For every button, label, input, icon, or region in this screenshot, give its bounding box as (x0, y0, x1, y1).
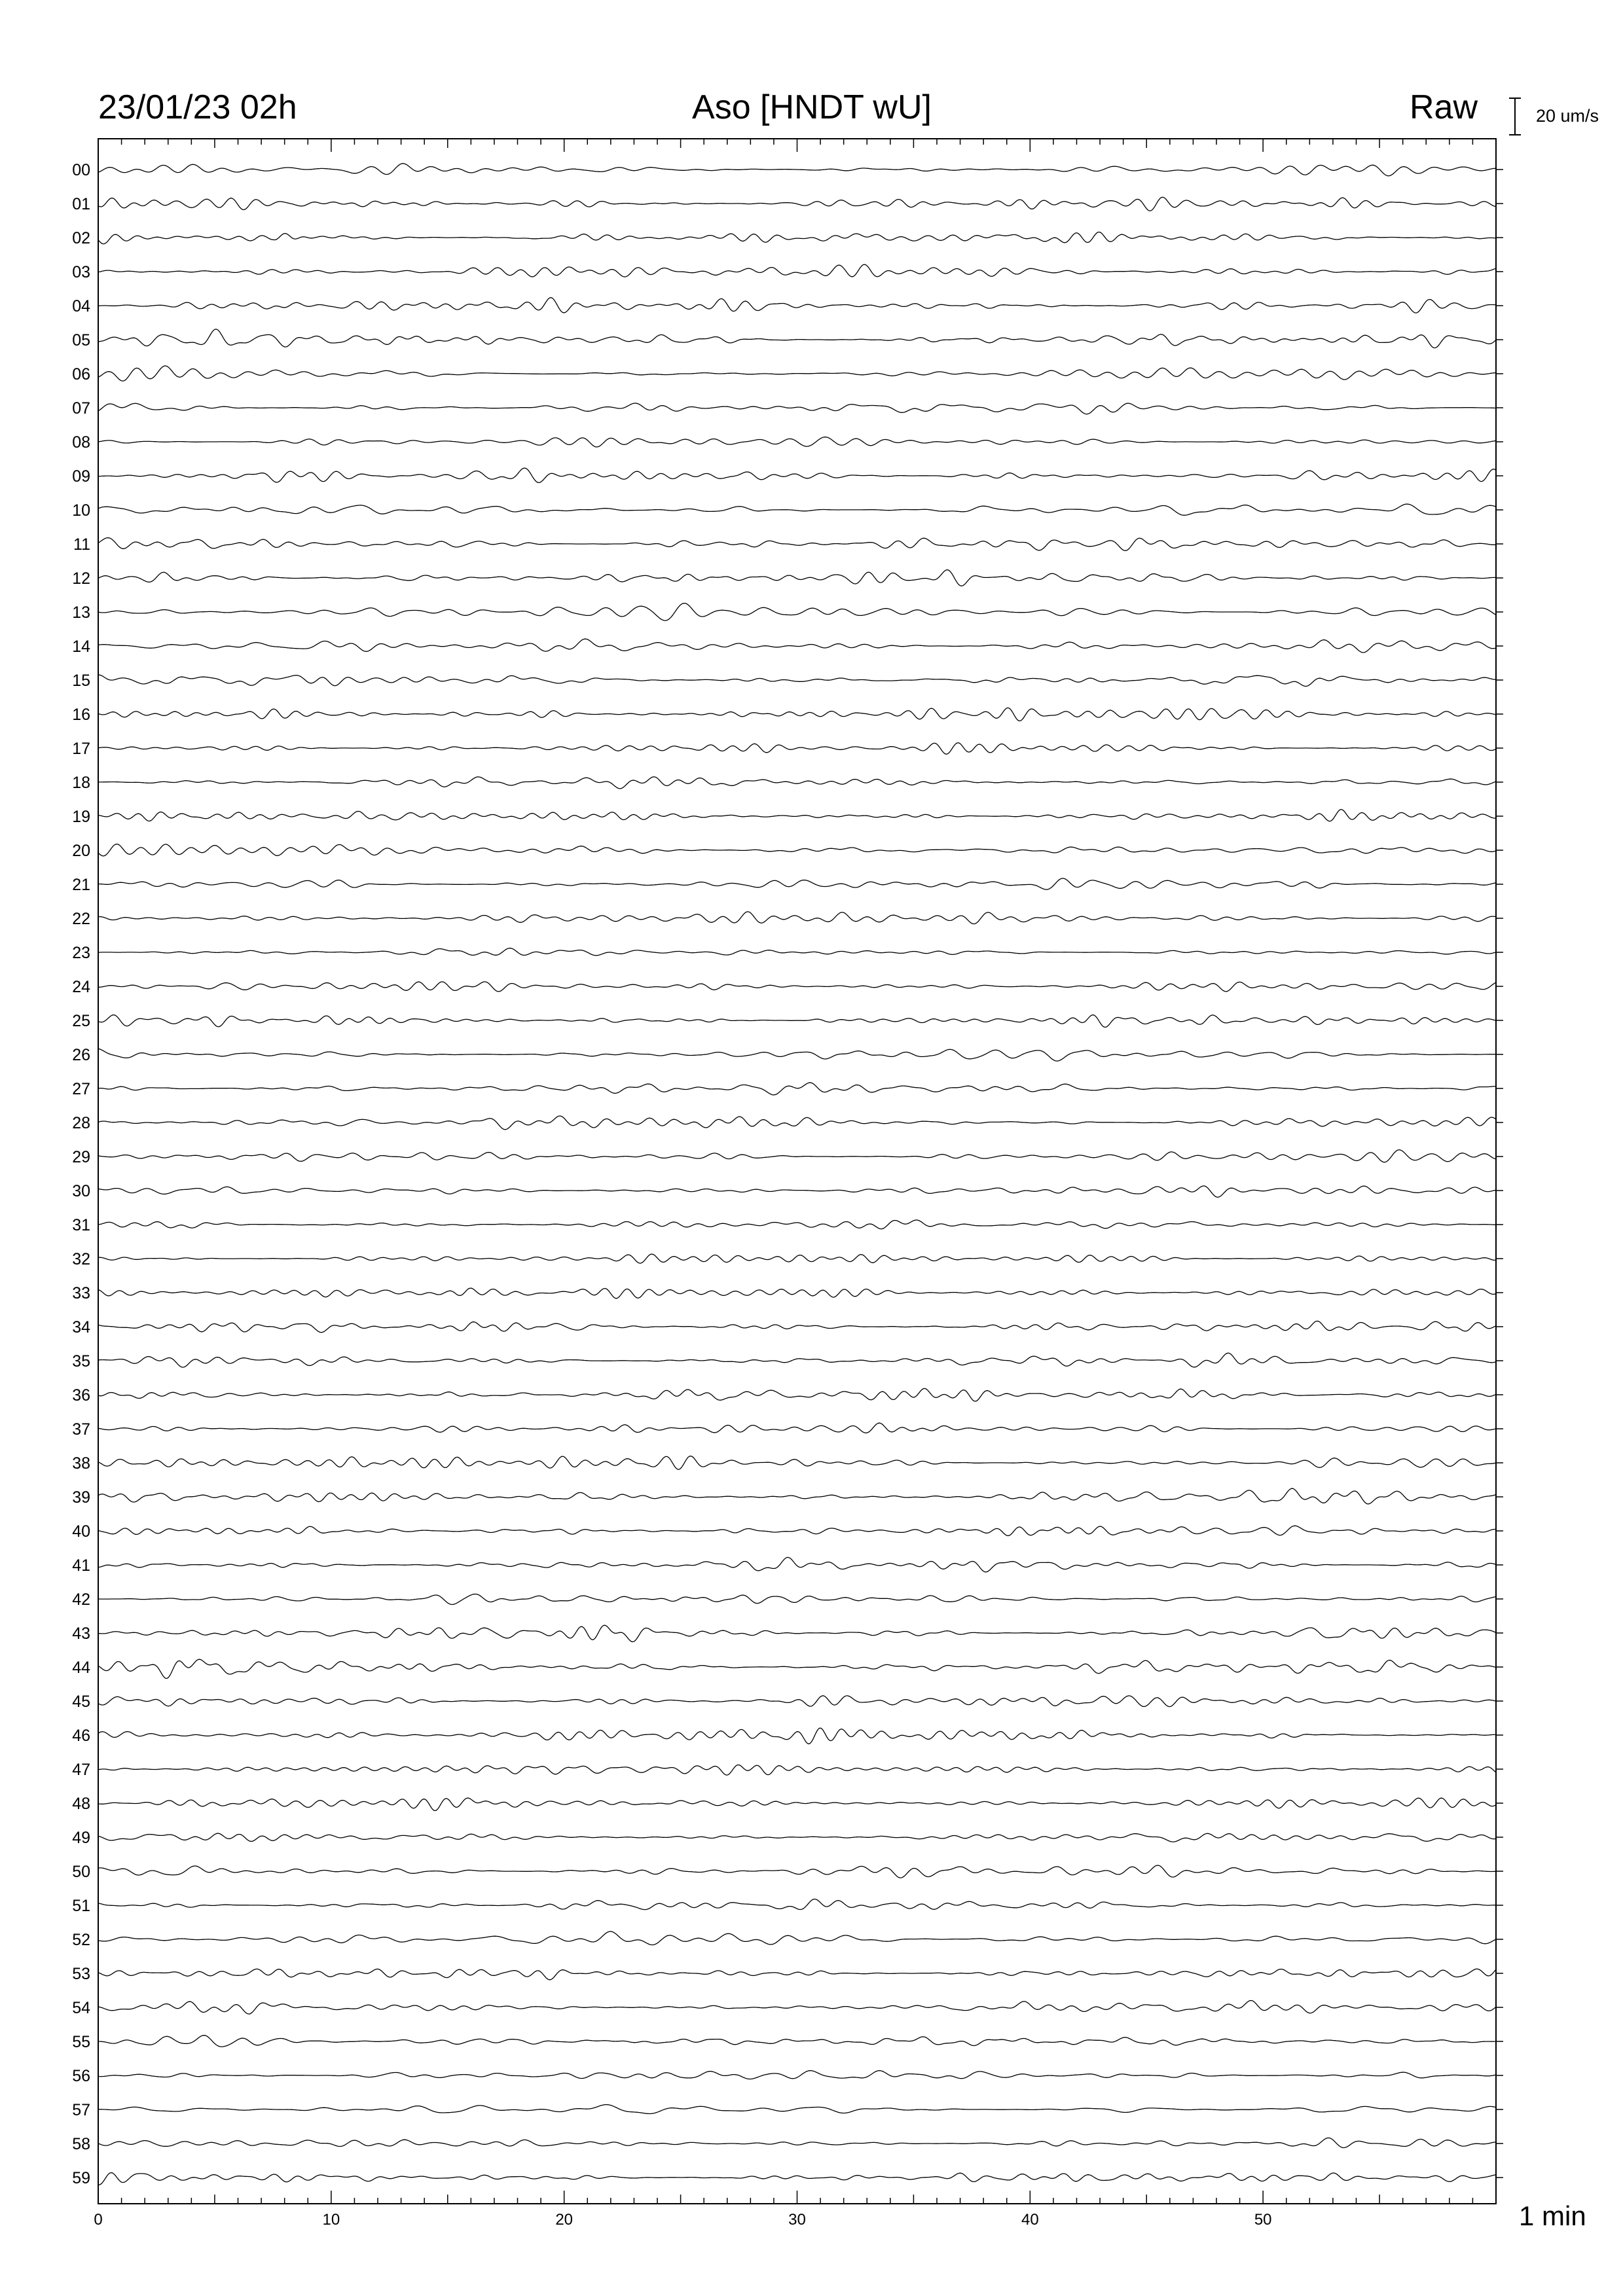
hour-trace (98, 1931, 1496, 1945)
hour-trace (98, 2071, 1496, 2079)
hour-trace (98, 982, 1496, 992)
hour-trace (98, 675, 1496, 686)
hour-trace (98, 777, 1496, 789)
hour-row-label: 24 (72, 978, 90, 996)
hour-trace (98, 1488, 1496, 1504)
hour-row-label: 27 (72, 1080, 90, 1098)
hour-trace (98, 1625, 1496, 1641)
hour-trace (98, 197, 1496, 211)
hour-row-label: 14 (72, 637, 90, 656)
hour-row-label: 33 (72, 1284, 90, 1302)
date-hour-label: 23/01/23 02h (98, 88, 297, 126)
x-axis (94, 2211, 1271, 2229)
hour-row-label: 28 (72, 1114, 90, 1132)
station-title: Aso [HNDT wU] (692, 88, 932, 126)
hour-trace (98, 1659, 1496, 1678)
hour-row-label: 59 (72, 2169, 90, 2187)
hour-row-label: 37 (72, 1420, 90, 1439)
x-tick-label: 50 (1254, 2211, 1272, 2229)
hour-trace (98, 298, 1496, 313)
hour-row-label: 06 (72, 365, 90, 384)
hour-row-label: 34 (72, 1318, 90, 1336)
hour-trace (98, 743, 1496, 754)
hour-row-label: 26 (72, 1046, 90, 1064)
hour-trace (98, 164, 1496, 176)
hour-row-label: 58 (72, 2135, 90, 2153)
hour-trace (98, 1186, 1496, 1197)
hour-row-label: 41 (72, 1556, 90, 1575)
hour-row-label: 15 (72, 672, 90, 690)
hour-row-label: 20 (72, 842, 90, 860)
hour-row-label: 51 (72, 1897, 90, 1915)
hour-trace (98, 1798, 1496, 1810)
hour-row-label: 05 (72, 331, 90, 350)
hour-row-label: 42 (72, 1590, 90, 1609)
hour-row-label: 02 (72, 229, 90, 247)
hour-row-label: 22 (72, 910, 90, 928)
hour-trace (98, 603, 1496, 621)
hour-trace (98, 1899, 1496, 1910)
hour-trace (98, 1288, 1496, 1299)
hour-trace (98, 1116, 1496, 1130)
x-tick-label: 10 (322, 2211, 340, 2229)
hour-trace (98, 1456, 1496, 1470)
hour-trace (98, 2105, 1496, 2114)
hour-row-label: 47 (72, 1761, 90, 1779)
hour-row-label: 10 (72, 501, 90, 520)
hour-trace (98, 1321, 1496, 1332)
hour-trace (98, 1015, 1496, 1028)
hour-row-label: 12 (72, 569, 90, 588)
hour-row-label: 04 (72, 297, 90, 315)
x-tick-label: 0 (94, 2211, 103, 2229)
hour-trace (98, 2173, 1496, 2185)
amplitude-scale-bar (1509, 98, 1521, 135)
hour-row-label: 50 (72, 1863, 90, 1881)
x-tick-label: 40 (1021, 2211, 1039, 2229)
hour-trace (98, 437, 1496, 447)
hour-row-label: 38 (72, 1454, 90, 1473)
hour-row-label: 13 (72, 603, 90, 622)
hour-row-label: 55 (72, 2033, 90, 2051)
hour-trace (98, 2036, 1496, 2047)
hour-rows (72, 161, 1503, 2187)
x-axis-unit-label: 1 min (1519, 2200, 1586, 2231)
hour-row-label: 56 (72, 2067, 90, 2085)
hour-row-label: 08 (72, 433, 90, 452)
hour-row-label: 44 (72, 1659, 90, 1677)
hour-row-label: 23 (72, 944, 90, 962)
hour-row-label: 30 (72, 1182, 90, 1200)
plot-border (98, 139, 1496, 2204)
hour-trace (98, 844, 1496, 856)
hour-row-label: 36 (72, 1386, 90, 1405)
hour-trace (98, 1083, 1496, 1095)
hour-trace (98, 1150, 1496, 1162)
hour-trace (98, 1353, 1496, 1367)
amplitude-scale-label: 20 um/s (1536, 106, 1599, 126)
hour-trace (98, 1833, 1496, 1842)
hour-row-label: 57 (72, 2101, 90, 2119)
hour-trace (98, 403, 1496, 414)
x-tick-label: 30 (788, 2211, 806, 2229)
hour-row-label: 29 (72, 1148, 90, 1166)
hour-row-label: 21 (72, 876, 90, 894)
hour-row-label: 03 (72, 263, 90, 281)
hour-trace (98, 878, 1496, 889)
hour-row-label: 19 (72, 808, 90, 826)
hour-trace (98, 1865, 1496, 1878)
hour-row-label: 25 (72, 1012, 90, 1030)
hour-row-label: 40 (72, 1522, 90, 1541)
hour-trace (98, 1423, 1496, 1433)
hour-trace (98, 1969, 1496, 1980)
hour-trace (98, 708, 1496, 721)
hour-row-label: 35 (72, 1352, 90, 1371)
hour-row-label: 53 (72, 1965, 90, 1983)
hour-row-label: 46 (72, 1727, 90, 1745)
hour-row-label: 54 (72, 1999, 90, 2017)
hour-row-label: 18 (72, 774, 90, 792)
hour-trace (98, 1594, 1496, 1605)
hour-trace (98, 570, 1496, 586)
hour-row-label: 32 (72, 1250, 90, 1268)
hour-trace (98, 1728, 1496, 1744)
hour-trace (98, 1765, 1496, 1776)
mode-label: Raw (1409, 88, 1478, 126)
hour-trace (98, 948, 1496, 956)
hour-row-label: 09 (72, 467, 90, 486)
hour-trace (98, 468, 1496, 482)
hour-trace (98, 1526, 1496, 1535)
hour-trace (98, 2001, 1496, 2015)
plot-frame (98, 139, 1496, 2204)
hour-row-label: 45 (72, 1693, 90, 1711)
hour-trace (98, 538, 1496, 551)
hour-trace (98, 639, 1496, 653)
hour-trace (98, 1388, 1496, 1401)
hour-trace (98, 232, 1496, 244)
hour-row-label: 31 (72, 1216, 90, 1234)
hour-row-label: 43 (72, 1624, 90, 1643)
hour-trace (98, 504, 1496, 515)
hour-row-label: 11 (73, 535, 90, 554)
x-tick-label: 20 (555, 2211, 574, 2229)
hour-trace (98, 810, 1496, 821)
hour-row-label: 48 (72, 1795, 90, 1813)
hour-row-label: 52 (72, 1931, 90, 1949)
hour-row-label: 16 (72, 706, 90, 724)
hour-trace (98, 1220, 1496, 1229)
hour-trace (98, 1254, 1496, 1263)
hour-row-label: 17 (72, 740, 90, 758)
hour-trace (98, 912, 1496, 924)
hour-row-label: 39 (72, 1488, 90, 1507)
hour-row-label: 01 (72, 195, 90, 213)
hour-trace (98, 366, 1496, 381)
hour-row-label: 00 (72, 161, 90, 179)
hour-trace (98, 1696, 1496, 1707)
hour-trace (98, 329, 1496, 348)
hour-row-label: 49 (72, 1829, 90, 1847)
hour-trace (98, 1049, 1496, 1061)
hour-trace (98, 2138, 1496, 2147)
hour-trace (98, 264, 1496, 277)
hour-trace (98, 1557, 1496, 1571)
hour-row-label: 07 (72, 399, 90, 418)
